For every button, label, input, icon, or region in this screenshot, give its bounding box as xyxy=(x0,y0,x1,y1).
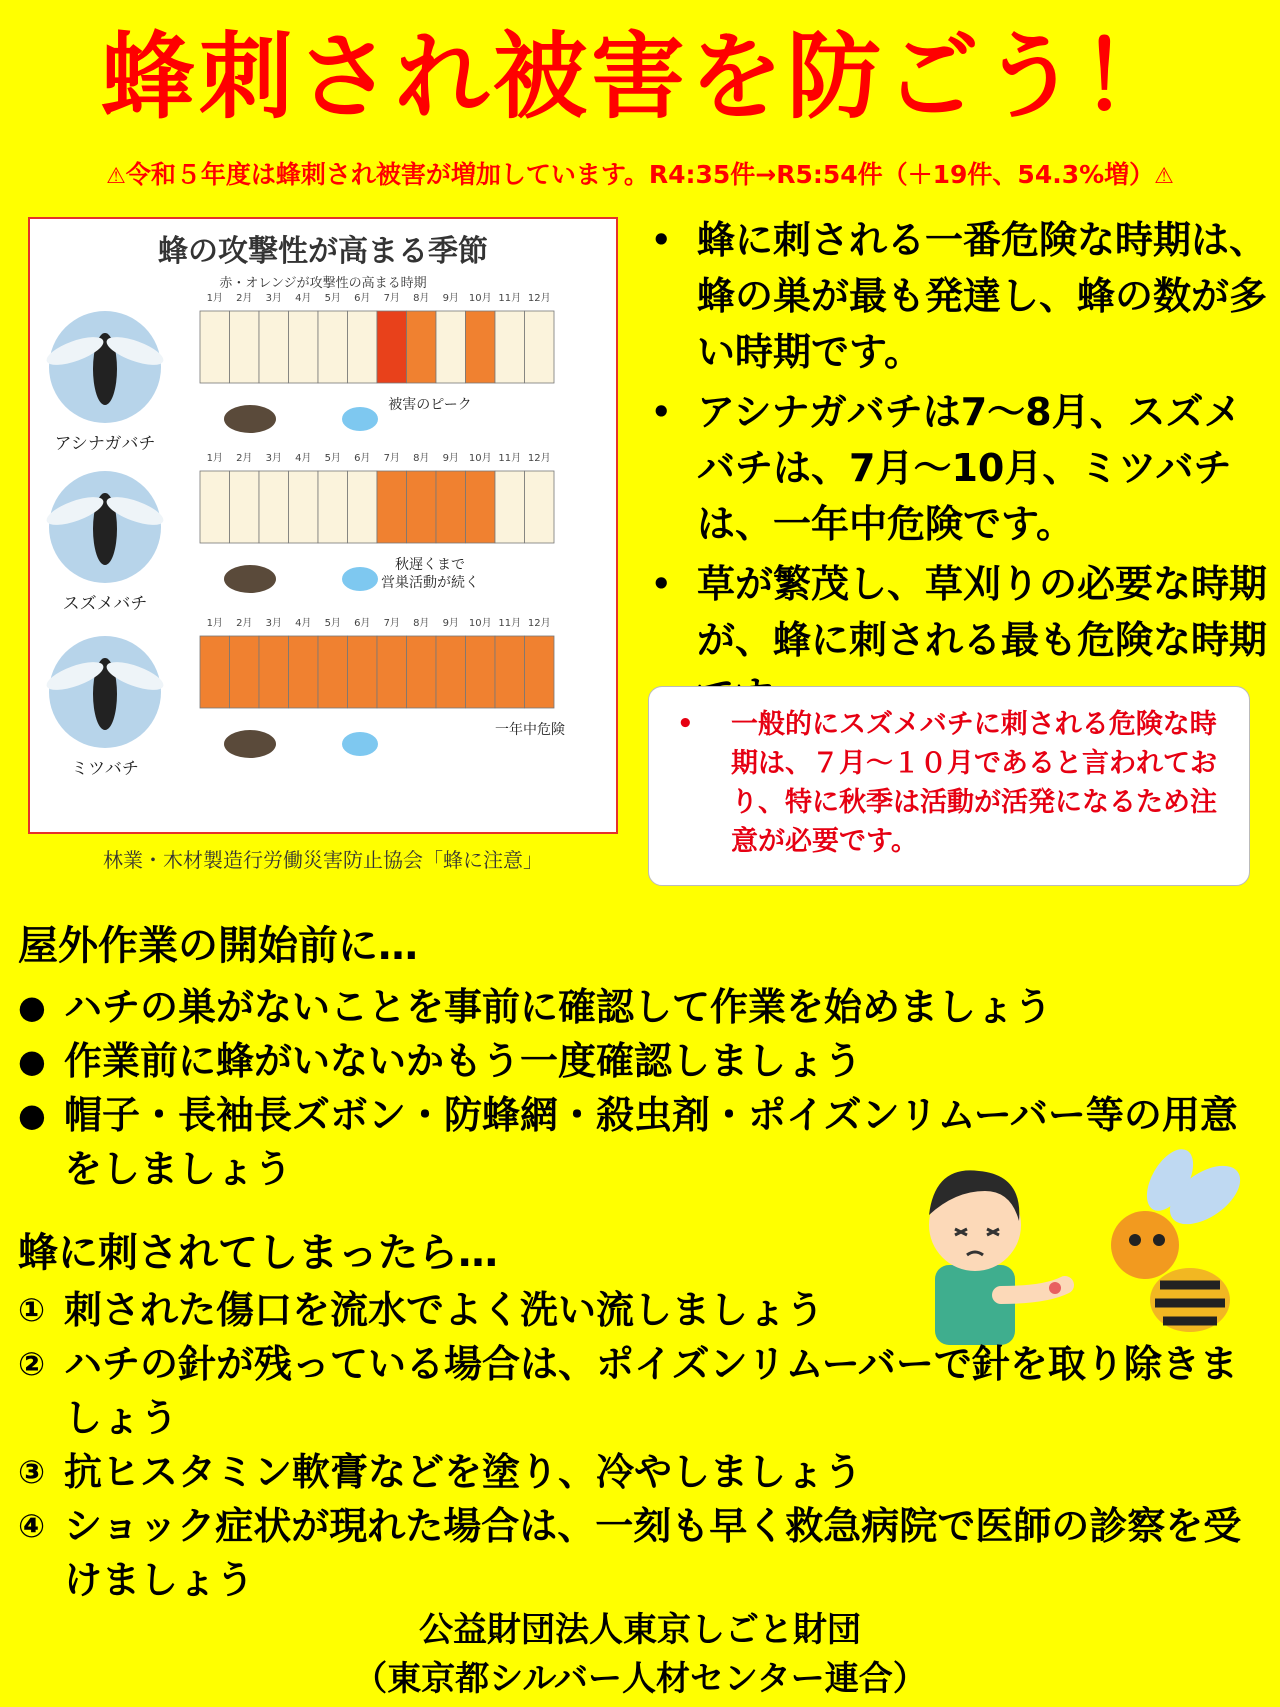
month-cell xyxy=(200,311,230,383)
before-work-heading: 屋外作業の開始前に… xyxy=(18,923,418,969)
list-item: • アシナガバチは7～8月、スズメバチは、7月～10月、ミツバチは、一年中危険です。 xyxy=(645,384,1270,552)
month-label: 3月 xyxy=(265,293,282,304)
month-label: 2月 xyxy=(236,293,253,304)
bee-silhouette xyxy=(224,405,276,433)
organization-name: 公益財団法人東京しごと財団 xyxy=(419,1610,861,1650)
month-label: 4月 xyxy=(295,453,312,464)
month-cell xyxy=(495,471,525,543)
month-cell xyxy=(200,636,230,708)
month-cell xyxy=(230,311,260,383)
month-cell xyxy=(289,311,319,383)
month-cell xyxy=(436,471,466,543)
bullet-icon: ● xyxy=(18,1042,46,1080)
month-label: 1月 xyxy=(206,618,223,629)
month-label: 12月 xyxy=(527,293,551,304)
month-cell xyxy=(230,636,260,708)
bee-silhouette xyxy=(342,567,378,591)
month-cell xyxy=(407,636,437,708)
month-cell xyxy=(318,311,348,383)
step-number: ① xyxy=(18,1291,46,1329)
bullet-icon: • xyxy=(677,709,694,739)
month-label: 10月 xyxy=(468,293,492,304)
list-item: ● 帽子・長袖長ズボン・防蜂網・殺虫剤・ポイズンリムーバー等の用意をしましょう xyxy=(18,1088,1268,1196)
bee-silhouette xyxy=(224,565,276,593)
month-label: 8月 xyxy=(413,618,430,629)
list-item: ① 刺された傷口を流水でよく洗い流しましょう xyxy=(18,1283,1268,1337)
month-cell xyxy=(436,636,466,708)
month-cell xyxy=(466,471,496,543)
bee-silhouette xyxy=(342,407,378,431)
month-cell xyxy=(259,311,289,383)
step-number: ④ xyxy=(18,1507,46,1545)
hornet-note-box xyxy=(648,686,1250,886)
bullet-icon: • xyxy=(651,221,672,259)
month-cell xyxy=(466,311,496,383)
month-cell xyxy=(377,471,407,543)
bee-silhouette xyxy=(224,730,276,758)
month-cell xyxy=(230,471,260,543)
step-number: ② xyxy=(18,1345,46,1383)
chart-note: 営巣活動が続く xyxy=(381,575,479,591)
month-cell xyxy=(289,471,319,543)
page-title: 蜂刺され被害を防ごう！ xyxy=(100,23,1179,132)
after-sting-list xyxy=(18,1283,1268,1607)
month-label: 11月 xyxy=(498,293,522,304)
month-label: 11月 xyxy=(498,618,522,629)
warning-icon: ⚠ xyxy=(1154,164,1174,189)
month-label: 4月 xyxy=(295,293,312,304)
list-item: ② ハチの針が残っている場合は、ポイズンリムーバーで針を取り除きましょう xyxy=(18,1337,1268,1445)
month-label: 7月 xyxy=(383,618,400,629)
month-cell xyxy=(318,471,348,543)
bullet-icon: ● xyxy=(18,1096,46,1134)
month-cell xyxy=(525,311,555,383)
month-cell xyxy=(200,471,230,543)
bullet-icon: • xyxy=(651,565,672,603)
bee-name: ミツバチ xyxy=(71,759,139,779)
month-label: 5月 xyxy=(324,293,341,304)
chart-note: 秋遅くまで xyxy=(395,557,465,573)
after-sting-heading: 蜂に刺されてしまったら… xyxy=(18,1230,498,1276)
month-label: 3月 xyxy=(265,453,282,464)
month-label: 2月 xyxy=(236,453,253,464)
month-cell xyxy=(348,636,378,708)
month-label: 9月 xyxy=(442,293,459,304)
month-label: 9月 xyxy=(442,453,459,464)
bullet-icon: ● xyxy=(18,988,46,1026)
chart-note: 一年中危険 xyxy=(495,722,565,738)
bee-name: スズメバチ xyxy=(62,594,148,614)
bee-silhouette xyxy=(342,732,378,756)
month-cell xyxy=(259,471,289,543)
month-cell xyxy=(318,636,348,708)
month-cell xyxy=(348,311,378,383)
step-number: ③ xyxy=(18,1453,46,1491)
month-cell xyxy=(407,471,437,543)
month-cell xyxy=(259,636,289,708)
bee-name: アシナガバチ xyxy=(54,434,156,454)
month-label: 1月 xyxy=(206,293,223,304)
month-label: 10月 xyxy=(468,453,492,464)
month-cell xyxy=(495,311,525,383)
month-label: 6月 xyxy=(354,293,371,304)
month-label: 7月 xyxy=(383,453,400,464)
month-label: 12月 xyxy=(527,618,551,629)
month-label: 2月 xyxy=(236,618,253,629)
month-label: 6月 xyxy=(354,453,371,464)
month-cell xyxy=(348,471,378,543)
month-label: 5月 xyxy=(324,618,341,629)
month-cell xyxy=(525,636,555,708)
month-cell xyxy=(407,311,437,383)
season-chart xyxy=(30,219,616,832)
list-item: • 蜂に刺される一番危険な時期は、蜂の巣が最も発達し、蜂の数が多い時期です。 xyxy=(645,212,1270,380)
month-cell xyxy=(525,471,555,543)
month-cell xyxy=(289,636,319,708)
month-label: 1月 xyxy=(206,453,223,464)
month-label: 12月 xyxy=(527,453,551,464)
chart-subheading: 赤・オレンジが攻撃性の高まる時期 xyxy=(219,276,427,291)
list-item: ④ ショック症状が現れた場合は、一刻も早く救急病院で医師の診察を受けましょう xyxy=(18,1499,1268,1607)
chart-heading: 蜂の攻撃性が高まる季節 xyxy=(158,234,488,269)
organization-subname: （東京都シルバー人材センター連合） xyxy=(353,1659,927,1699)
subtitle-text: 令和５年度は蜂刺され被害が増加しています。R4:35件→R5:54件（＋19件、54.3%増） xyxy=(125,160,1155,189)
chart-caption: 林業・木材製造行労働災害防止協会「蜂に注意」 xyxy=(103,848,543,872)
bullet-icon: • xyxy=(651,393,672,431)
month-cell xyxy=(436,311,466,383)
month-cell xyxy=(495,636,525,708)
warning-icon: ⚠ xyxy=(106,164,126,189)
list-item: ● ハチの巣がないことを事前に確認して作業を始めましょう xyxy=(18,980,1268,1034)
danger-period-list xyxy=(645,212,1270,728)
month-label: 7月 xyxy=(383,293,400,304)
month-label: 3月 xyxy=(265,618,282,629)
month-label: 8月 xyxy=(413,453,430,464)
month-label: 4月 xyxy=(295,618,312,629)
month-cell xyxy=(377,311,407,383)
list-item: • 草が繁茂し、草刈りの必要な時期が、蜂に刺される最も危険な時期 xyxy=(645,556,1270,724)
subtitle xyxy=(0,157,1280,195)
month-label: 6月 xyxy=(354,618,371,629)
month-label: 8月 xyxy=(413,293,430,304)
chart-note: 被害のピーク xyxy=(388,397,472,413)
list-item: ● 作業前に蜂がいないかもう一度確認しましょう xyxy=(18,1034,1268,1088)
month-label: 9月 xyxy=(442,618,459,629)
month-label: 10月 xyxy=(468,618,492,629)
season-chart-panel xyxy=(28,217,618,834)
list-item: ③ 抗ヒスタミン軟膏などを塗り、冷やしましょう xyxy=(18,1445,1268,1499)
month-label: 11月 xyxy=(498,453,522,464)
month-cell xyxy=(466,636,496,708)
note-text: 一般的にスズメバチに刺される危険な時期は、７月～１０月であると言われており、特に秋季は活動が活発になるため注意が必要です。 xyxy=(731,709,1217,857)
month-cell xyxy=(377,636,407,708)
month-label: 5月 xyxy=(324,453,341,464)
